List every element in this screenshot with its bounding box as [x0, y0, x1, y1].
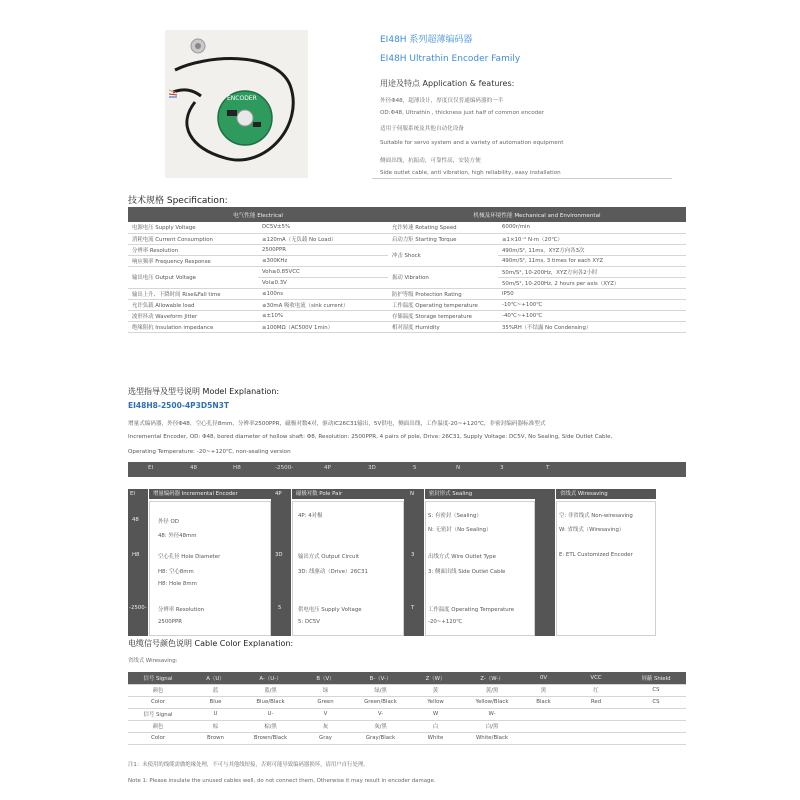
cable-cell	[626, 720, 686, 732]
cable-cell: Yellow/Black	[463, 696, 521, 708]
cable-cell: 红	[566, 684, 626, 696]
matrix-text: E: ETL Customized Encoder	[559, 552, 633, 558]
matrix-text: 分辨率 Resolution	[158, 607, 205, 613]
cable-cell: 蓝	[188, 684, 243, 696]
matrix-text: S: 有密封（Sealing）	[428, 513, 482, 519]
spec-cell: 2500PPR	[258, 244, 388, 255]
matrix-text: 出线方式 Wire Outlet Type	[428, 554, 496, 560]
cable-cell	[626, 708, 686, 720]
spec-cell: 6000r/min	[498, 222, 686, 233]
cable-head: 屏蔽 Shield	[626, 672, 686, 684]
cable-cell: V	[298, 708, 353, 720]
matrix-text: 4P: 4对极	[298, 513, 323, 519]
cable-cell: Brown/Black	[243, 732, 298, 744]
feature-line: Suitable for servo system and a variety of automation equipment	[380, 140, 564, 146]
matrix-text: 供电电压 Supply Voltage	[298, 607, 362, 613]
cable-cell: 黄/黑	[463, 684, 521, 696]
cable-cell: White	[408, 732, 463, 744]
cable-cell	[566, 732, 626, 744]
cable-cell: V-	[353, 708, 408, 720]
cable-head: VCC	[566, 672, 626, 684]
feature-line: Side outlet cable, anti vibration, high reliability, easy installation	[380, 170, 561, 176]
spec-cell: 冲击 Shock	[388, 244, 498, 266]
matrix-text: 3D: 线驱动（Drive）26C31	[298, 569, 368, 575]
cable-cell: W	[408, 708, 463, 720]
spec-cell: -10℃~+100℃	[498, 299, 686, 310]
cable-cell	[566, 720, 626, 732]
cable-head: B-（V-）	[353, 672, 408, 684]
cable-cell: 颜色	[128, 684, 188, 696]
spec-cell: ≤1×10⁻² N·m（20℃）	[498, 233, 686, 244]
matrix-text: 5: DC5V	[298, 619, 320, 625]
product-title-en: EI48H Ultrathin Encoder Family	[380, 54, 521, 64]
spec-cell: ≤300KHz	[258, 255, 388, 266]
matrix-text: 空: 非省线式 Non-wiresaving	[559, 513, 633, 519]
spec-cell: ≤±10%	[258, 310, 388, 321]
cable-cell: 黄	[408, 684, 463, 696]
spec-cell: 35%RH（不结露 No Condensing）	[498, 321, 686, 332]
spec-cell: ≤120mA（无负载 No Load）	[258, 233, 388, 244]
matrix-code: T	[411, 605, 415, 611]
spec-cell: 启动力矩 Starting Torque	[388, 233, 498, 244]
footnote-en: Note 1: Please insulate the unused cables well, do not connect them, Otherwise it may result in encoder damage.	[128, 778, 436, 784]
matrix-text: 2500PPR	[158, 619, 182, 625]
cable-cell: Green	[298, 696, 353, 708]
cable-cell: Color	[128, 696, 188, 708]
spec-cell: ≥100MΩ（AC500V 1min）	[258, 321, 388, 332]
matrix-text: N: 无密封（No Sealing）	[428, 527, 492, 533]
feature-line: 侧面出线，抗振动，可靠性高，安装方便	[380, 158, 481, 164]
spec-cell: 波形抖动 Waveform Jitter	[128, 310, 258, 321]
model-title: 选型指导及型号说明 Model Explanation:	[128, 387, 280, 396]
segment: EI	[148, 465, 154, 471]
cable-cell: 蓝/黑	[243, 684, 298, 696]
model-code: EI48H8-2500-4P3D5N3T	[128, 401, 229, 410]
cable-cell: Green/Black	[353, 696, 408, 708]
cable-head: 0V	[521, 672, 566, 684]
spec-cell: 响应频率 Frequency Response	[128, 255, 258, 266]
cable-cell	[521, 732, 566, 744]
segment: 4P	[324, 465, 331, 471]
feature-line: 外径Φ48，超薄设计，厚度仅仅普通编码器的一半	[380, 98, 504, 104]
cable-head: Z-（W-）	[463, 672, 521, 684]
cable-cell: 绿	[298, 684, 353, 696]
model-desc-cn: 增量式编码器，外径Φ48，空心孔径8mm，分辨率2500PPR，磁极对数4对，驱动IC26C31输出，5V供电，侧面出线，工作温度-20~+120℃，非密封编码器标准型式	[128, 421, 546, 427]
matrix-code: 5	[278, 605, 282, 611]
spec-cell: 50m/S², 10-200Hz, 2 hours per axis（XYZ）	[498, 277, 686, 288]
cable-head: Z（W）	[408, 672, 463, 684]
matrix-head: 密封形式 Sealing	[425, 489, 535, 499]
spec-cell: 工作温度 Operating temperature	[388, 299, 498, 310]
matrix-head: 磁极对数 Pole Pair	[292, 489, 404, 499]
spec-cell: 消耗电流 Current Consumption	[128, 233, 258, 244]
spec-cell: ≤100ns	[258, 288, 388, 299]
cable-cell: Color	[128, 732, 188, 744]
cable-cell: White/Black	[463, 732, 521, 744]
spec-cell: IP50	[498, 288, 686, 299]
cable-head: A-（U-）	[243, 672, 298, 684]
product-photo	[165, 30, 308, 178]
segment: N	[456, 465, 461, 471]
spec-head-mechanical: 机械及环境性能 Mechanical and Environmental	[388, 207, 686, 222]
model-desc-en-2: Operating Temperature: -20~+120℃, non-sealing version	[128, 449, 291, 455]
matrix-code: 3	[411, 552, 415, 558]
feature-line: OD:Φ48, Ultrathin , thickness just half of common encoder	[380, 110, 544, 116]
cable-title: 电缆信号颜色说明 Cable Color Explanation:	[128, 639, 294, 648]
cable-cell: Blue	[188, 696, 243, 708]
spec-title: 技术规格 Specification:	[128, 196, 228, 206]
matrix-text: 输出方式 Output Circuit	[298, 554, 360, 560]
cable-cell: U	[188, 708, 243, 720]
encoder-illustration	[165, 30, 308, 178]
spec-cell: 允许转速 Rotating Speed	[388, 222, 498, 233]
cable-cell: 信号 Signal	[128, 708, 188, 720]
photo-label: ENCODER	[227, 95, 257, 102]
spec-cell: Vol≤0.3V	[258, 277, 388, 288]
segment: -2500-	[275, 465, 294, 471]
cable-cell: Blue/Black	[243, 696, 298, 708]
cable-cell: CS	[626, 684, 686, 696]
model-desc-en: Incremental Encoder, OD: Φ48, bored diameter of hollow shaft: Φ8, Resolution: 2500PPR, 4 pairs of pole, Drive: 26C31, Supply Voltage: DC5V, No Sealing, Side Outlet Cable,	[128, 434, 613, 440]
cable-cell: W-	[463, 708, 521, 720]
cable-cell: CS	[626, 696, 686, 708]
cable-cell: 白/黑	[463, 720, 521, 732]
matrix-code: H8	[132, 552, 140, 558]
cable-cell: 棕	[188, 720, 243, 732]
segment: T	[546, 465, 550, 471]
cable-cell: 棕/黑	[243, 720, 298, 732]
cable-cell	[566, 708, 626, 720]
segment: 3	[500, 465, 504, 471]
spec-cell: 振动 Vibration	[388, 266, 498, 288]
spec-head-electrical: 电气性能 Electrical	[128, 207, 388, 222]
cable-cell: 颜色	[128, 720, 188, 732]
feature-line: 适用于伺服系统及其他自动化设备	[380, 126, 464, 132]
cable-head: B（V）	[298, 672, 353, 684]
cable-cell: Black	[521, 696, 566, 708]
matrix-text: 空心孔径 Hole Diameter	[158, 554, 221, 560]
matrix-head: 省线式 Wiresaving	[556, 489, 656, 499]
cable-cell: 灰/黑	[353, 720, 408, 732]
matrix-code: N	[404, 489, 424, 499]
cable-cell: Brown	[188, 732, 243, 744]
cable-table	[128, 672, 686, 745]
cable-cell: Yellow	[408, 696, 463, 708]
matrix-text: H8: 空心8mm	[158, 569, 194, 575]
matrix-code: 3D	[275, 552, 283, 558]
spec-cell: 分辨率 Resolution	[128, 244, 258, 255]
cable-cell: Gray	[298, 732, 353, 744]
matrix-code: EI	[128, 489, 148, 499]
segment: 48	[190, 465, 198, 471]
spec-cell: 电源电压 Supply Voltage	[128, 222, 258, 233]
spec-cell: 输出上升、下降时间 Rise&Fall time	[128, 288, 258, 299]
cable-cell: 黑	[521, 684, 566, 696]
cable-cell: U-	[243, 708, 298, 720]
spec-cell: 绝缘阻抗 Insulation impedance	[128, 321, 258, 332]
cable-head: A（U）	[188, 672, 243, 684]
segment: 3D	[368, 465, 376, 471]
cable-cell: 绿/黑	[353, 684, 408, 696]
cable-head: 信号 Signal	[128, 672, 188, 684]
spec-cell: 防护等级 Protection Rating	[388, 288, 498, 299]
cable-cell: Gray/Black	[353, 732, 408, 744]
segment: H8	[233, 465, 241, 471]
matrix-text: 3: 侧面出线 Side Outlet Cable	[428, 569, 506, 575]
matrix-code: 48	[132, 517, 139, 523]
spec-cell: ≤30mA 吸收电流（sink current）	[258, 299, 388, 310]
divider	[372, 178, 672, 179]
cable-cell: 灰	[298, 720, 353, 732]
spec-cell: 允许负载 Allowable load	[128, 299, 258, 310]
matrix-text: 外径 OD	[158, 519, 179, 525]
matrix-code: -2500-	[129, 605, 147, 611]
cable-cell: Red	[566, 696, 626, 708]
spec-cell: Voh≥0.85VCC	[258, 266, 388, 277]
matrix-text: -20~+120℃	[428, 619, 463, 625]
spec-cell: -40℃~+100℃	[498, 310, 686, 321]
spec-cell: 相对湿度 Humidity	[388, 321, 498, 332]
spec-cell: 50m/S², 10-200Hz，XYZ方向各2小时	[498, 266, 686, 277]
cable-cell	[521, 708, 566, 720]
spec-cell: DC5V±5%	[258, 222, 388, 233]
matrix-text: W: 省线式（Wiresaving）	[559, 527, 625, 533]
spec-cell: 490m/S², 11ms, 3 times for each XYZ	[498, 255, 686, 266]
spec-table	[128, 207, 686, 333]
features-title: 用途及特点 Application & features:	[380, 79, 515, 88]
footnote-cn: 注1：未使用的线缆需做绝缘处理，不可与其他线短接，否则可能导致编码器损坏，请用户自行处理。	[128, 762, 369, 768]
cable-cell	[626, 732, 686, 744]
matrix-text: H8: Hole 8mm	[158, 581, 197, 587]
spec-cell: 存储温度 Storage temperature	[388, 310, 498, 321]
segment: 5	[413, 465, 417, 471]
cable-cell	[521, 720, 566, 732]
cable-cell: 白	[408, 720, 463, 732]
model-segment-bar	[128, 462, 686, 477]
matrix-code: 4P	[271, 489, 291, 499]
product-title-cn: EI48H 系列超薄编码器	[380, 35, 473, 45]
spec-cell: 输出电压 Output Voltage	[128, 266, 258, 288]
matrix-text: 工作温度 Operating Temperature	[428, 607, 515, 613]
matrix-text: 48: 外径48mm	[158, 533, 197, 539]
cable-note: 省线式 Wiresaving:	[128, 658, 178, 664]
model-matrix	[128, 489, 656, 636]
matrix-head: 增量编码器 Incremental Encoder	[149, 489, 271, 499]
spec-cell: 490m/S², 11ms，XYZ方向各3次	[498, 244, 686, 255]
